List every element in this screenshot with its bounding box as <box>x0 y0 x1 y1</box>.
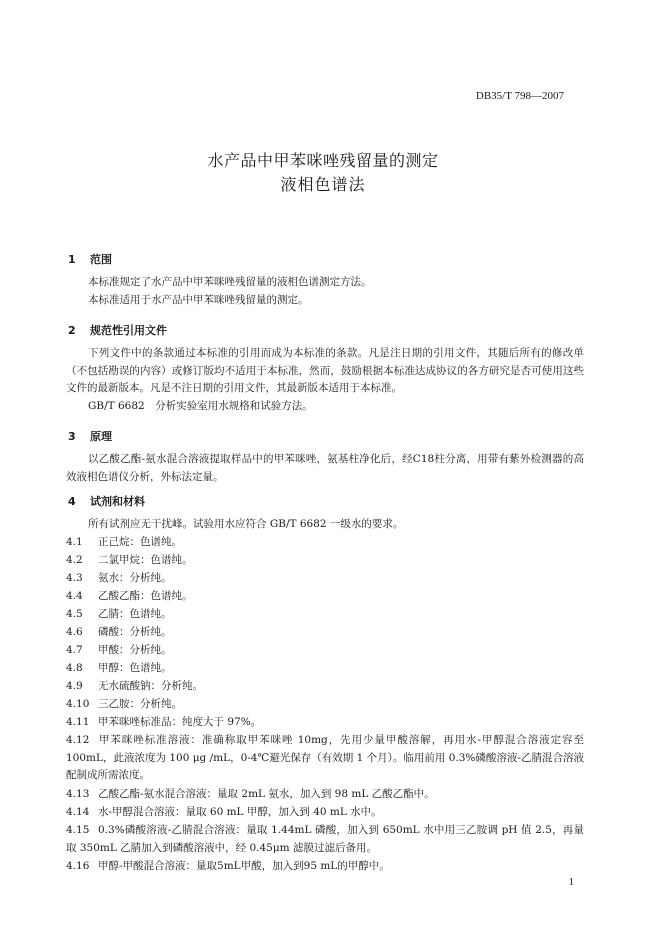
item-text: 甲醇-甲酸混合溶液：量取5mL甲酸，加入到95 mL的甲醇中。 <box>98 860 390 872</box>
reagent-item <box>66 660 584 678</box>
paragraph: 本标准规定了水产品中甲苯咪唑残留量的液相色谱测定方法。 <box>88 276 372 288</box>
reagent-item <box>66 678 584 696</box>
reagent-item <box>66 588 584 606</box>
item-number: 4.2 <box>66 554 83 566</box>
page-number: 1 <box>568 876 574 888</box>
reagent-item <box>66 714 584 732</box>
document-subtitle: 液相色谱法 <box>280 175 366 194</box>
item-number: 4.3 <box>66 572 83 584</box>
reagent-item <box>66 696 584 714</box>
item-number: 4.5 <box>66 608 83 620</box>
item-number: 4.14 <box>66 806 90 818</box>
paragraph: 所有试剂应无干扰峰。试验用水应符合 GB/T 6682 一级水的要求。 <box>88 518 404 530</box>
section-title: 试剂和材料 <box>90 495 145 508</box>
item-number: 4.15 <box>66 824 90 836</box>
item-number: 4.7 <box>66 644 83 656</box>
item-text: 0.3%磷酸溶液-乙腈混合溶液：量取 1.44mL 磷酸，加入到 650mL 水中用三乙胺调 pH 值 2.5，再量取 350mL 乙腈加入到磷酸溶液中，经 0.45μm 滤膜过滤后备用。 <box>66 824 584 854</box>
paragraph: 下列文件中的条款通过本标准的引用而成为本标准的条款。凡是注日期的引用文件，其随后所有的修改单（不包括勘误的内容）或修订版均不适用于本标准，然而，鼓励根据本标准达成协议的各方研究是否可使用这些文件的最新版本。凡是不注日期的引用文件，其最新版本适用于本标准。 <box>66 347 584 394</box>
item-text: 磷酸：分析纯。 <box>98 626 172 638</box>
document-code: DB35/T 798—2007 <box>475 90 564 102</box>
item-text: 水-甲醇混合溶液：量取 60 mL 甲醇，加入到 40 mL 水中。 <box>98 806 382 818</box>
item-text: 正己烷：色谱纯。 <box>98 536 182 548</box>
item-text: 二氯甲烷：色谱纯。 <box>98 554 193 566</box>
item-text: 无水硫酸钠：分析纯。 <box>98 680 203 692</box>
item-number: 4.11 <box>66 716 90 728</box>
reagent-item <box>66 552 584 570</box>
section-heading-references <box>68 322 167 338</box>
item-number: 4.6 <box>66 626 83 638</box>
item-number: 4.8 <box>66 662 83 674</box>
item-text: 三乙胺：分析纯。 <box>98 698 182 710</box>
item-number: 4.9 <box>66 680 83 692</box>
section-title: 原理 <box>90 430 112 443</box>
reagent-item <box>66 822 584 857</box>
section-title: 范围 <box>90 253 112 266</box>
document-title: 水产品中甲苯咪唑残留量的测定 <box>207 151 439 170</box>
reagent-item <box>66 570 584 588</box>
paragraph: 以乙酸乙酯-氨水混合溶液提取样品中的甲苯咪唑，氨基柱净化后，经C18柱分离，用带有紫外检测器的高效液相色谱仪分析，外标法定量。 <box>66 453 584 483</box>
section-number: 4 <box>68 495 76 508</box>
reagent-item <box>66 624 584 642</box>
item-text: 乙酸乙酯-氨水混合溶液：量取 2mL 氨水，加入到 98 mL 乙酸乙酯中。 <box>98 788 435 800</box>
section-heading-principle <box>68 428 112 444</box>
section-number: 3 <box>68 430 76 443</box>
item-text: 甲醇：色谱纯。 <box>98 662 172 674</box>
reference-entry: GB/T 6682 分析实验室用水规格和试验方法。 <box>88 400 313 412</box>
item-text: 甲酸：分析纯。 <box>98 644 172 656</box>
item-number: 4.10 <box>66 698 90 710</box>
item-number: 4.4 <box>66 590 83 602</box>
item-text: 甲苯咪唑标准溶液：准确称取甲苯咪唑 10mg，先用少量甲酸溶解，再用水-甲醇混合溶液定容至100mL，此液浓度为 100 μg /mL，0-4℃避光保存（有效期 1 个月）。临用前用 0.3%磷酸溶液-乙腈混合溶液配制成所需浓度。 <box>66 734 584 781</box>
item-text: 甲苯咪唑标准品：纯度大于 97%。 <box>98 716 262 728</box>
paragraph: 本标准适用于水产品中甲苯咪唑残留量的测定。 <box>88 294 309 306</box>
section-heading-scope <box>68 251 112 267</box>
reagent-item <box>66 732 584 785</box>
section-number: 1 <box>68 253 76 266</box>
item-text: 氨水：分析纯。 <box>98 572 172 584</box>
section-number: 2 <box>68 324 76 337</box>
section-heading-reagents <box>68 493 145 509</box>
section-title: 规范性引用文件 <box>90 324 167 337</box>
item-number: 4.1 <box>66 536 83 548</box>
item-number: 4.13 <box>66 788 90 800</box>
reagent-item <box>66 858 584 876</box>
reagent-item <box>66 642 584 660</box>
item-text: 乙腈：色谱纯。 <box>98 608 172 620</box>
reagent-item <box>66 606 584 624</box>
reagent-item <box>66 786 584 804</box>
item-number: 4.16 <box>66 860 90 872</box>
reagent-item <box>66 804 584 822</box>
reagent-item <box>66 534 584 552</box>
item-number: 4.12 <box>66 734 90 746</box>
item-text: 乙酸乙酯：色谱纯。 <box>98 590 193 602</box>
